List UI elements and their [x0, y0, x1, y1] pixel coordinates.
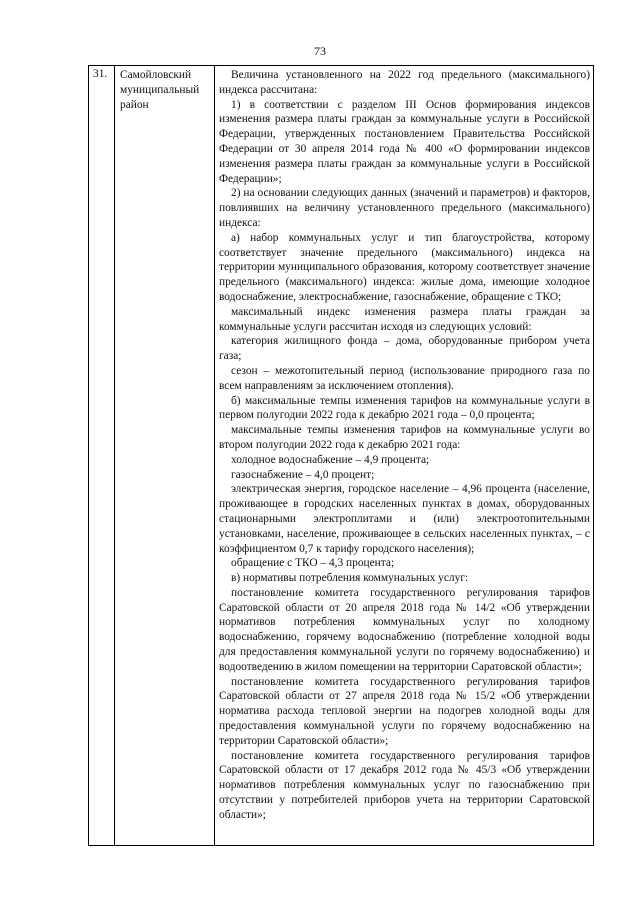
- paragraph: газоснабжение – 4,0 процент;: [231, 468, 375, 481]
- paragraph: Величина установленного на 2022 год предельного (максимального) индекса рассчитана:: [219, 69, 590, 96]
- page-number: 73: [314, 44, 326, 58]
- paragraph: максимальный индекс изменения размера платы граждан за коммунальные услуги рассчитан исходя из следующих условий:: [219, 305, 590, 333]
- column-divider: [114, 66, 115, 845]
- paragraph: обращение с ТКО – 4,3 процента;: [231, 557, 395, 570]
- column-divider: [214, 66, 215, 845]
- district-table: [88, 65, 594, 846]
- paragraph: а) набор коммунальных услуг и тип благоустройства, которому соответствует значение предельного (максимального) индекса на территории муниципального образования, которому соответствует значение предельного (максимального) индекса: жилые дома, имеющие холодное водоснабжение, электроснабжение, газоснабжение, обращение с ТКО;: [219, 231, 590, 303]
- paragraph: максимальные темпы изменения тарифов на коммунальные услуги во втором полугодии 2022 года к декабрю 2021 года:: [219, 424, 590, 451]
- paragraph: 1) в соответствии с разделом III Основ формирования индексов изменения размера платы граждан за коммунальные услуги в Российской Федерации, утвержденных постановлением Правительства Российской Федерации от 30 апреля 2014 года № 400 «О формировании индексов изменения размера платы граждан за коммунальные услуги в Российской Федерации»;: [219, 98, 590, 185]
- row-number: 31.: [93, 68, 108, 80]
- paragraph: постановление комитета государственного регулирования тарифов Саратовской области от 27 апреля 2018 года № 15/2 «Об утверждении норматива расхода тепловой энергии на подогрев холодной воды для предоставления коммунальной услуги по горячему водоснабжению на территории Саратовской области»;: [219, 675, 590, 747]
- paragraph: 2) на основании следующих данных (значений и параметров) и факторов, повлиявших на величину установленного предельного (максимального) индекса:: [219, 187, 590, 229]
- paragraph: постановление комитета государственного регулирования тарифов Саратовской области от 20 апреля 2018 года № 14/2 «Об утверждении нормативов потребления коммунальных услуг по холодному водоснабжению, горячему водоснабжению (потребление холодной воды для предоставления коммунальной услуги по горячему водоснабжению) и водоотведению в жилом помещении на территории Саратовской области»;: [219, 586, 590, 673]
- district-name: Самойловский муниципальный район: [120, 69, 200, 111]
- paragraph: категория жилищного фонда – дома, оборудованные прибором учета газа;: [219, 335, 590, 363]
- paragraph: электрическая энергия, городское население – 4,96 процента (население, проживающее в городских населенных пунктах в домах, оборудованных стационарными электроплитами и (или) электроотопительными установками, население, проживающее в сельских населенных пунктах, – с коэффициентом 0,7 к тарифу городского населения);: [219, 483, 590, 555]
- paragraph: в) нормативы потребления коммунальных услуг:: [231, 572, 469, 585]
- index-description: [219, 68, 590, 823]
- paragraph: холодное водоснабжение – 4,9 процента;: [231, 453, 430, 466]
- paragraph: постановление комитета государственного регулирования тарифов Саратовской области от 17 декабря 2012 года № 45/3 «Об утверждении нормативов потребления коммунальных услуг по газоснабжению при отсутствии у потребителей приборов учета на территории Саратовской области»;: [219, 749, 590, 821]
- paragraph: сезон – межотопительный период (использование природного газа по всем направлениям за исключением отопления).: [219, 364, 590, 392]
- paragraph: б) максимальные темпы изменения тарифов на коммунальные услуги в первом полугодии 2022 года к декабрю 2021 года – 0,0 процента;: [219, 394, 590, 422]
